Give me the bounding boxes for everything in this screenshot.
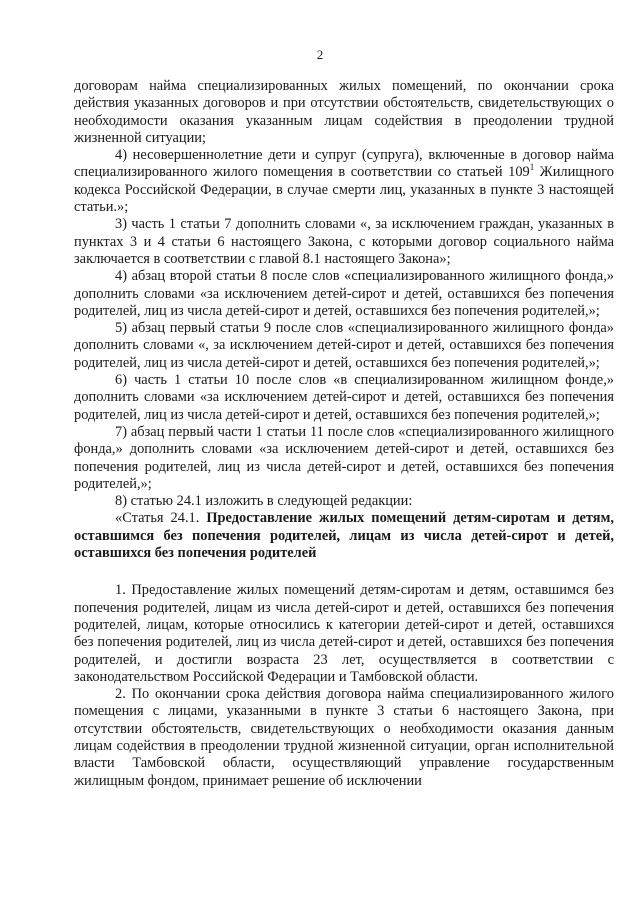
paragraph-amendment-3: 3) часть 1 статьи 7 дополнить словами «, за исключением граждан, указанных в пунктах 3 и 4 статьи 6 настоящего Закона, с которыми договор социального найма заключается в соответствии с главой 8.1 настоящего Закона»;: [74, 216, 614, 267]
paragraph-item-4-text-end: Жилищного кодекса Российской Федерации, в случае смерти лиц, указанных в пункте 3 настоящей статьи.»;: [74, 164, 615, 216]
paragraph-amendment-6: 6) часть 1 статьи 10 после слов «в специализированном жилищном фонде,» дополнить словами «за исключением детей-сирот и детей, оставшихся без попечения родителей, лиц из числа детей-сирот и детей, оставшихся без попечения родителей,»;: [74, 372, 614, 423]
paragraph-amendment-8: 8) статью 24.1 изложить в следующей редакции:: [115, 493, 413, 510]
article-heading-title: Предоставление жилых помещений детям-сиротам и детям, оставшимся без попечения родителей, лицам из числа детей-сирот и детей, оставшихся без попечения родителей: [74, 510, 614, 562]
article-clause-2: 2. По окончании срока действия договора найма специализированного жилого помещения с лицами, указанными в пункте 3 статьи 6 настоящего Закона, при отсутствии обстоятельств, свидетельствующих о необходимости оказания данным лицам содействия в преодолении трудной жизненной ситуации, орган исполнительной власти Тамбовской области, осуществляющий управление государственным жилищным фондом, принимает решение об исключении: [74, 686, 614, 789]
article-heading-prefix: «Статья 24.1.: [115, 510, 207, 527]
paragraph-amendment-7: 7) абзац первый части 1 статьи 11 после слов «специализированного жилищного фонда,» дополнить словами «за исключением детей-сирот и детей, оставшихся без попечения родителей, лиц из числа детей-сирот и детей, оставшихся без попечения родителей,»;: [74, 423, 614, 492]
paragraph-continuation: договорам найма специализированных жилых помещений, по окончании срока действия указанных договоров и при отсутствии обстоятельств, свидетельствующих о необходимости оказания указанным лицам содействия в преодолении трудной жизненной ситуации;: [74, 78, 614, 146]
superscript: 1: [529, 162, 535, 173]
page-number: 2: [316, 47, 324, 62]
article-heading: [74, 510, 614, 562]
paragraph-amendment-5: 5) абзац первый статьи 9 после слов «специализированного жилищного фонда» дополнить словами «, за исключением детей-сирот и детей, оставшихся без попечения родителей, лиц из числа детей-сирот и детей, оставшихся без попечения родителей,»;: [74, 320, 614, 371]
paragraph-item-4-text: 4) несовершеннолетние дети и супруг (супруга), включенные в договор найма специализированного жилого помещения в соответствии со статьей 109: [74, 147, 614, 181]
paragraph-item-4: [74, 147, 614, 216]
article-clause-1: 1. Предоставление жилых помещений детям-сиротам и детям, оставшимся без попечения родителей, лицам из числа детей-сирот и детей, оставшихся без попечения родителей, лицам, которые относились к категории детей-сирот и детей, оставшихся без попечения родителей, лиц из числа детей-сирот и детей, оставшихся без попечения родителей, и достигли возраста 23 лет, осуществляется в соответствии с законодательством Российской Федерации и Тамбовской области.: [74, 582, 614, 685]
paragraph-amendment-4: 4) абзац второй статьи 8 после слов «специализированного жилищного фонда,» дополнить словами «за исключением детей-сирот и детей, оставшихся без попечения родителей, лиц из числа детей-сирот и детей, оставшихся без попечения родителей,»;: [74, 268, 614, 319]
document-body: [74, 78, 614, 790]
